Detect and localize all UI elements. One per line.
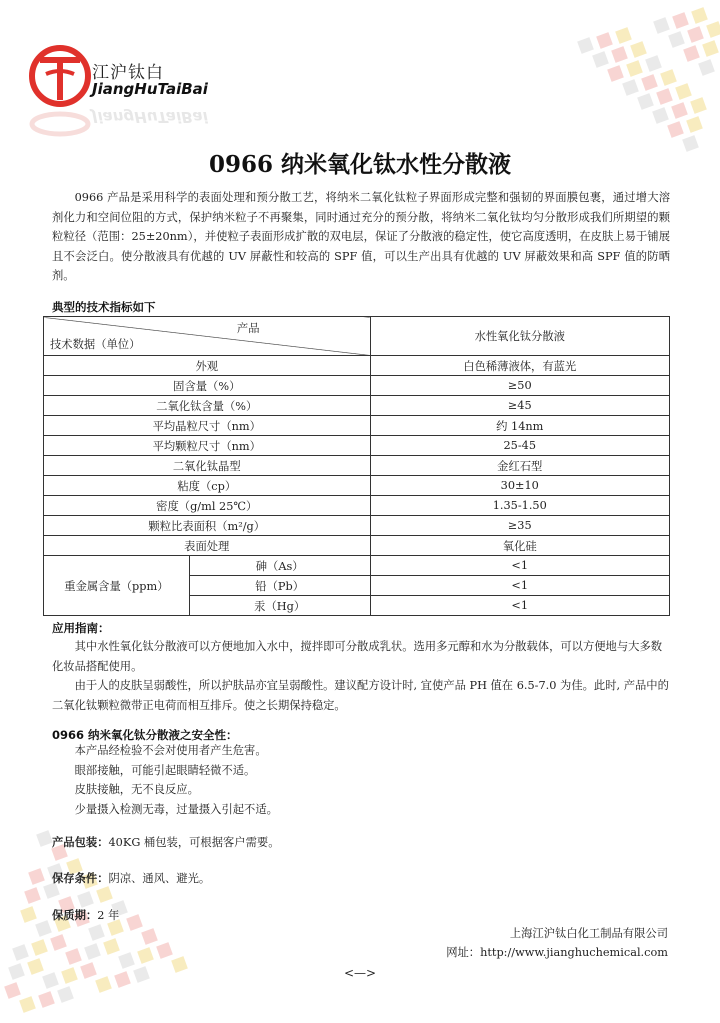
safety-heading: 0966 纳米氧化钛分散液之安全性： (52, 728, 238, 742)
decorative-square (96, 886, 113, 903)
decorative-square (103, 938, 120, 955)
table-row (44, 416, 670, 436)
safety-section (52, 741, 670, 819)
heavy-metal-value: <1 (370, 576, 669, 596)
spec-value: 30±10 (370, 476, 669, 496)
decorative-square (660, 69, 677, 86)
decorative-square (706, 21, 720, 38)
decorative-square (615, 27, 632, 44)
spec-name: 二氧化钛含量（%） (44, 396, 371, 416)
intro-paragraph: 0966 产品是采用科学的表面处理和预分散工艺，将纳米二氧化钛粒子界面形成完整和强韧的界面膜包裹，通过增大溶剂化力和空间位阻的方式，保护纳米粒子不再聚集，同时通过充分的预分散，将纳米二氧化钛均匀分散形成我们所期望的颗粒粒径（范围：25±20nm），并使粒子表面形成扩散的双电层，保证了分散液的稳定性，使它高度透明，在皮肤上易于铺展且不会泛白。使分散液具有优越的 UV 屏蔽性和较高的 SPF 值，可以生产出具有优越的 UV 屏蔽效果和高 SPF 值的防晒剂。 (52, 191, 670, 282)
safety-line: 少量摄入检测无毒，过量摄入引起不适。 (74, 802, 278, 816)
spec-value: ≥50 (370, 376, 669, 396)
decorative-square (690, 97, 707, 114)
decorative-square (88, 924, 105, 941)
decorative-square (4, 982, 21, 999)
table-header-diagonal (44, 317, 371, 356)
decorative-square (84, 943, 101, 960)
heavy-metal-value: <1 (370, 556, 669, 576)
spec-value: 氧化硅 (370, 536, 669, 556)
guide-paragraph-1: 其中水性氧化钛分散液可以方便地加入水中，搅拌即可分散成乳状。选用多元醇和水为分散载体，可以方便地与大多数化妆品搭配使用。 (52, 640, 663, 673)
spec-value: 约 14nm (370, 416, 669, 436)
storage-label: 保存条件： (52, 872, 109, 885)
safety-line: 本产品经检验不会对使用者产生危害。 (74, 744, 267, 757)
table-row (44, 376, 670, 396)
decorative-square (126, 914, 143, 931)
decorative-square (137, 947, 154, 964)
table-row (44, 436, 670, 456)
spec-name: 二氧化钛晶型 (44, 456, 371, 476)
footer (446, 924, 668, 962)
heavy-metal-name: 砷（As） (189, 556, 370, 576)
heavy-metal-label: 重金属含量（ppm） (44, 556, 190, 616)
decorative-square (630, 41, 647, 58)
safety-line: 皮肤接触，无不良反应。 (74, 783, 199, 796)
spec-name: 粘度（cp） (44, 476, 371, 496)
decorative-square (36, 830, 53, 847)
table-row (44, 476, 670, 496)
decorative-square (668, 31, 685, 48)
decorative-square (611, 46, 628, 63)
decorative-square (35, 920, 52, 937)
company-name: 上海江沪钛白化工制品有限公司 (509, 927, 668, 940)
heavy-metal-value: <1 (370, 596, 669, 616)
storage-line (52, 870, 210, 886)
spec-value: 25-45 (370, 436, 669, 456)
decorative-square (626, 60, 643, 77)
guide-paragraph-2: 由于人的皮肤呈弱酸性，所以护肤品亦宜呈弱酸性。建议配方设计时, 宜使产品 PH 值在 6.5-7.0 为佳。此时, 产品中的二氧化钛颗粒微带正电荷而相互排斥。使之长期保持稳定。 (52, 679, 669, 712)
decorative-square (622, 79, 639, 96)
decorative-square (20, 906, 37, 923)
decorative-square (57, 986, 74, 1003)
shelf-life-line (52, 907, 119, 923)
document-title: 0966 纳米氧化钛水性分散液 (208, 151, 512, 178)
header-product-label: 产品 (236, 322, 260, 335)
decorative-square (50, 934, 67, 951)
logo-name-en: JiangHuTaiBai (92, 80, 208, 98)
spec-value: 白色稀薄液体，有蓝光 (370, 356, 669, 376)
decorative-square (38, 991, 55, 1008)
decorative-square (671, 102, 688, 119)
decorative-square (702, 40, 719, 57)
spec-name: 表面处理 (44, 536, 371, 556)
decorative-square (607, 65, 624, 82)
shelf-life-value: 2 年 (97, 909, 120, 922)
decorative-square (65, 948, 82, 965)
spec-name: 固含量（%） (44, 376, 371, 396)
spec-name: 平均颗粒尺寸（nm） (44, 436, 371, 456)
decorative-square (19, 996, 36, 1013)
table-header-row (44, 317, 670, 356)
storage-value: 阴凉、通风、避光。 (108, 872, 211, 885)
company-website: 网址：http://www.jianghuchemical.com (446, 946, 668, 959)
decorative-square (28, 868, 45, 885)
packaging-line (52, 834, 280, 850)
decorative-square (653, 17, 670, 34)
table-row (44, 496, 670, 516)
spec-value: 金红石型 (370, 456, 669, 476)
header-data-label: 技术数据（单位） (50, 338, 141, 351)
spec-value: ≥35 (370, 516, 669, 536)
spec-value: ≥45 (370, 396, 669, 416)
logo-reflection: JiangHuTaiBai (92, 108, 208, 126)
packaging-label: 产品包装： (52, 836, 109, 849)
decorative-square (675, 83, 692, 100)
decorative-square (577, 37, 594, 54)
table-row (44, 356, 670, 376)
decorative-square (141, 928, 158, 945)
spec-heading: 典型的技术指标如下 (52, 300, 156, 314)
spec-name: 外观 (44, 356, 371, 376)
table-row (44, 456, 670, 476)
spec-value: 1.35-1.50 (370, 496, 669, 516)
spec-table (43, 316, 670, 616)
decorative-square (667, 121, 684, 138)
decorative-square (687, 26, 704, 43)
decorative-square (683, 45, 700, 62)
heavy-metal-name: 铅（Pb） (189, 576, 370, 596)
header-product-name: 水性氧化钛分散液 (370, 317, 669, 356)
decorative-square (637, 93, 654, 110)
spec-name: 平均晶粒尺寸（nm） (44, 416, 371, 436)
spec-name: 颗粒比表面积（m²/g） (44, 516, 371, 536)
table-row (44, 536, 670, 556)
decorative-square (31, 939, 48, 956)
guide-section (52, 637, 670, 715)
decorative-square (656, 88, 673, 105)
heavy-metal-name: 汞（Hg） (189, 596, 370, 616)
decorative-square (672, 12, 689, 29)
decorative-square (641, 74, 658, 91)
guide-heading: 应用指南： (52, 621, 110, 635)
decorative-square (698, 59, 715, 76)
decorative-square (691, 7, 708, 24)
spec-rows (44, 356, 670, 556)
decorative-square (596, 32, 613, 49)
decorative-square (652, 107, 669, 124)
page-number: <—> (343, 966, 377, 980)
decorative-square (645, 55, 662, 72)
safety-line: 眼部接触，可能引起眼睛轻微不适。 (74, 763, 256, 777)
decorative-square (592, 51, 609, 68)
decorative-square (12, 944, 29, 961)
shelf-life-label: 保质期： (52, 909, 98, 922)
table-row (44, 556, 670, 576)
decorative-square (77, 891, 94, 908)
spec-name: 密度（g/ml 25℃） (44, 496, 371, 516)
decorative-square (156, 942, 173, 959)
decorative-square (24, 887, 41, 904)
table-row (44, 396, 670, 416)
table-row (44, 516, 670, 536)
packaging-value: 40KG 桶包装，可根据客户需要。 (108, 836, 280, 849)
logo-name-cn: 江沪钛白 (92, 63, 164, 83)
decorative-square (686, 116, 703, 133)
